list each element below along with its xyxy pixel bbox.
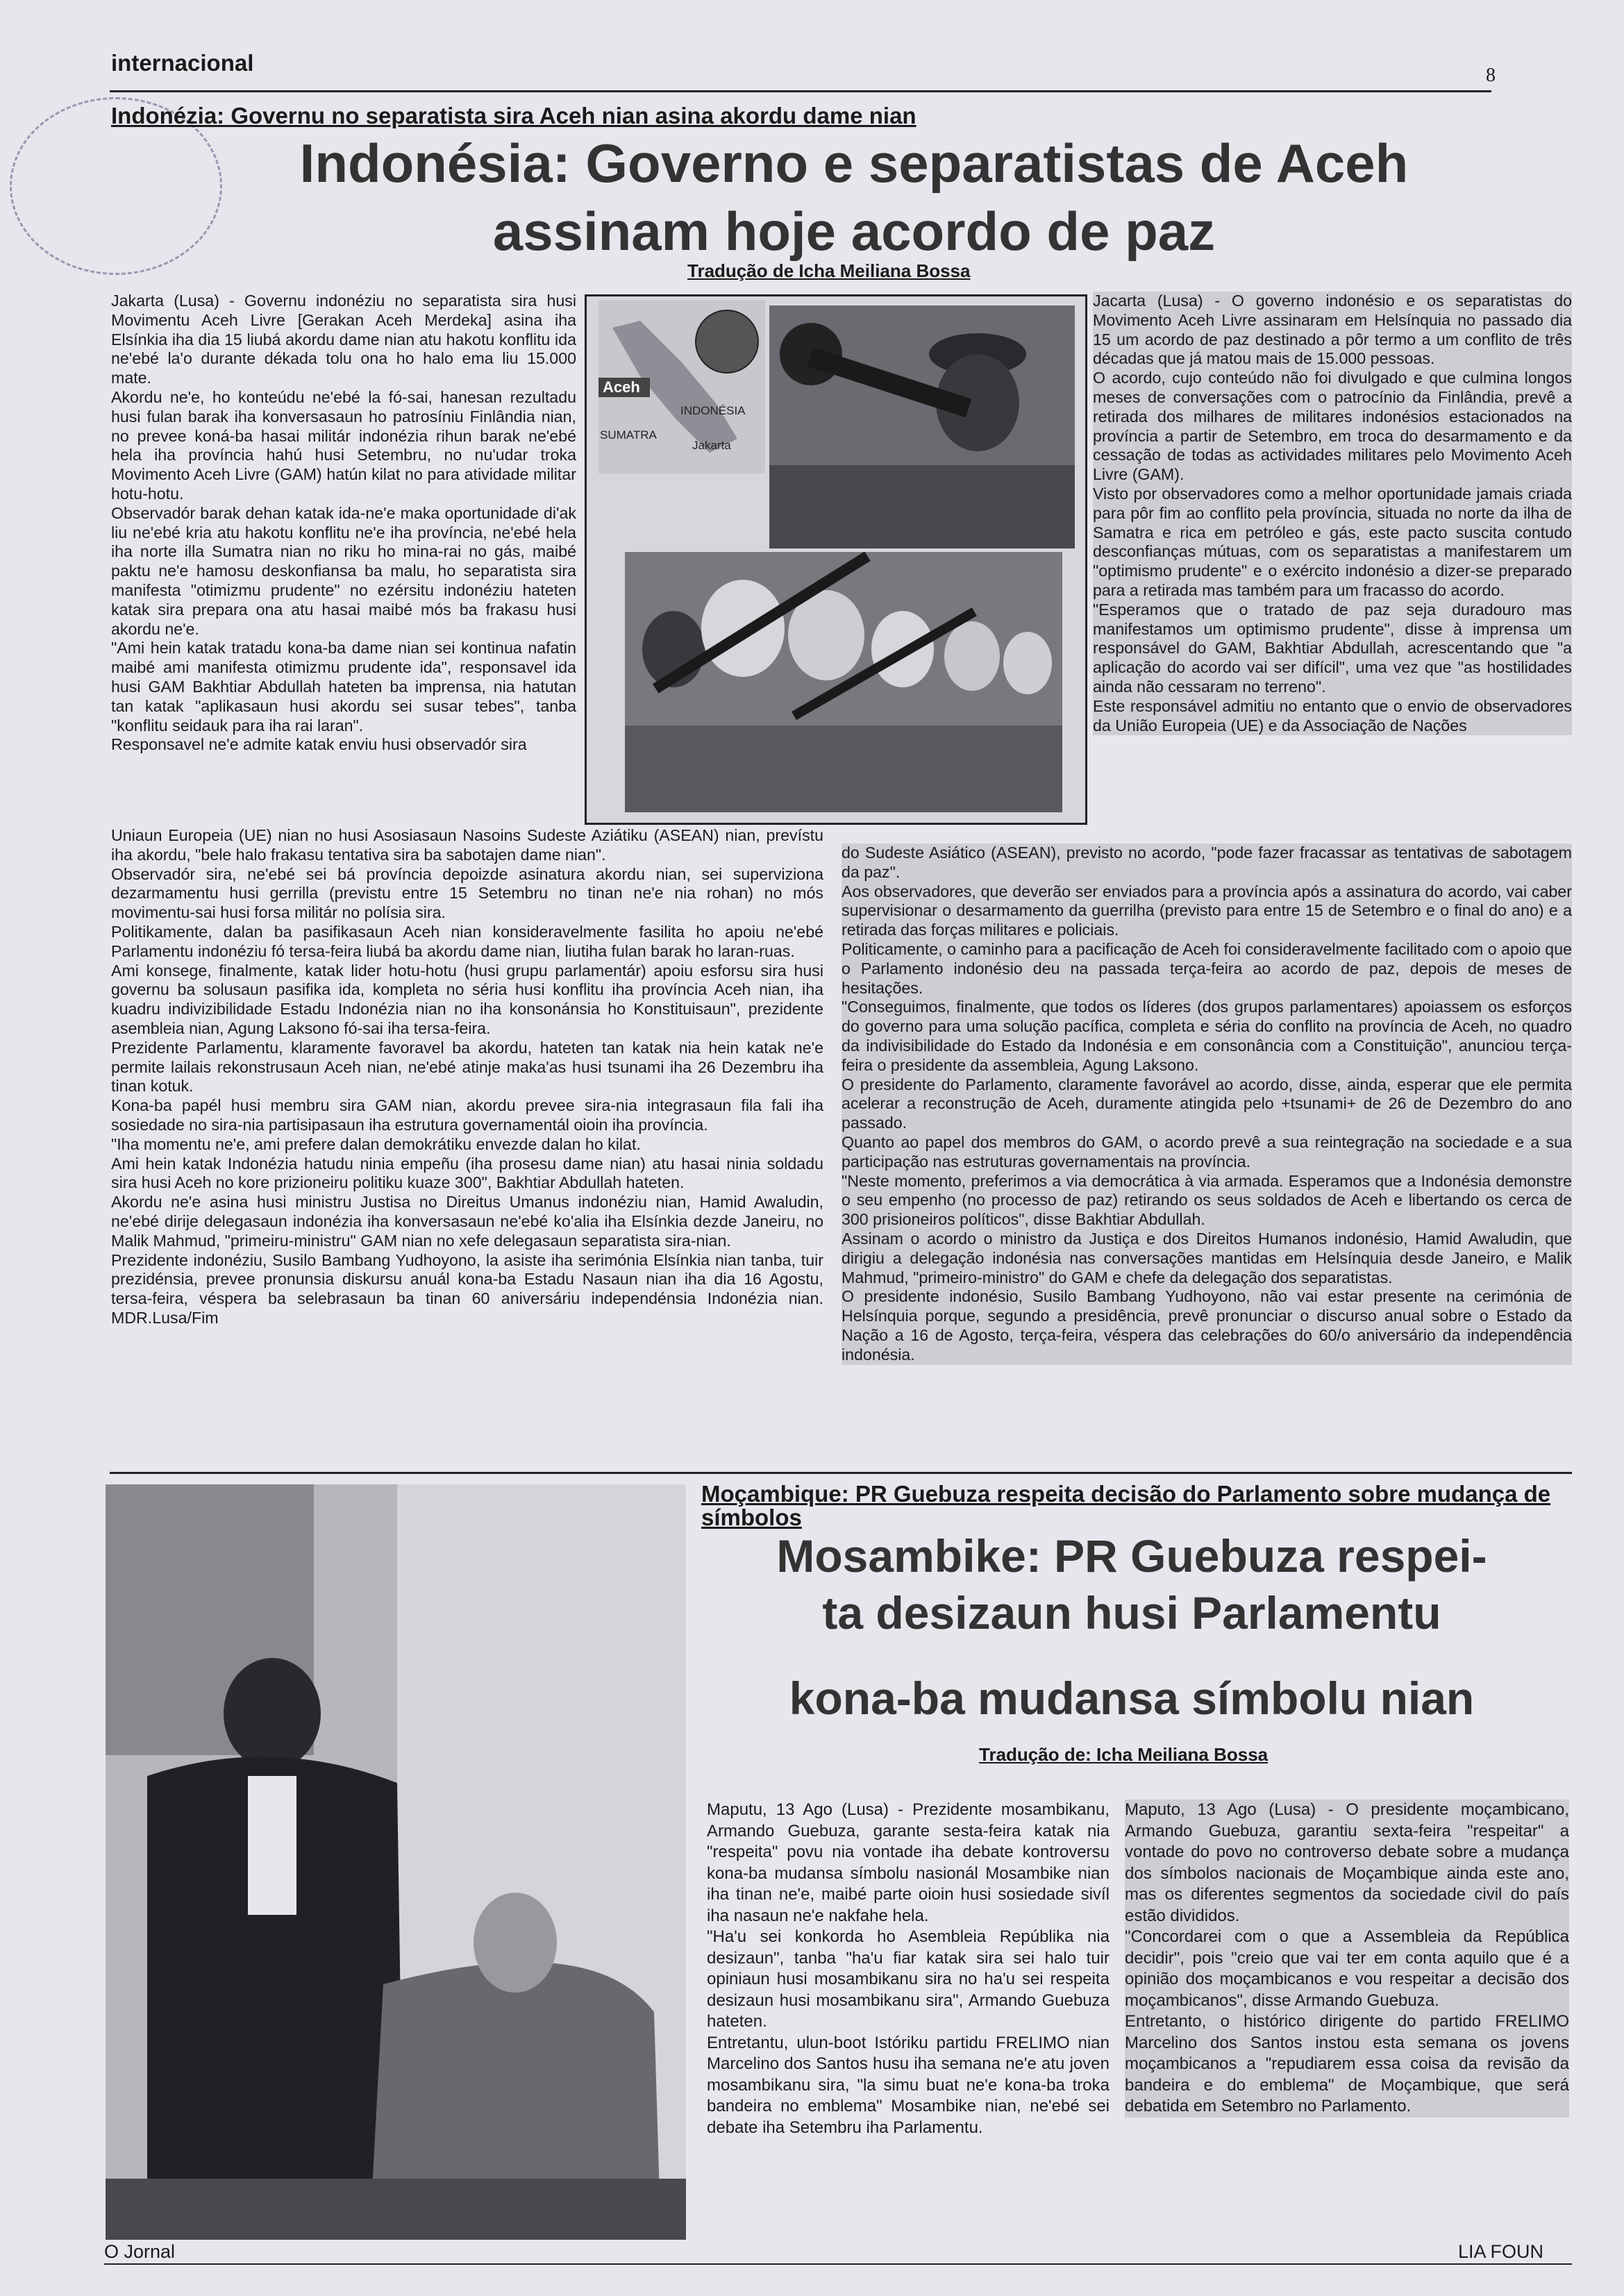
paragraph: Akordu ne'e asina husi ministru Justisa no Direitus Umanus indonéziu nian, Hamid Awaludin, ne'ebé dirije delegasaun indonézia iha konversasaun ne'ebé ko'alia iha Elsínkia dezde Janeiru, no Malik Mahmud, "primeiru-ministru" GAM nian no xefe delegasaun separatista sira-nian. xyxy=(111,1193,823,1250)
article1-portuguese-column xyxy=(1093,292,1572,735)
map-label-jakarta: Jakarta xyxy=(692,439,731,452)
paragraph: O presidente do Parlamento, claramente favorável ao acordo, disse, ainda, esperar que ele permita acelerar a reconstrução de Aceh, duramente atingida pelo +tsunami+ de 26 de Dezembro do ano passado. xyxy=(842,1075,1572,1132)
bottom-rule xyxy=(104,2263,1572,2265)
guebuza-photo xyxy=(106,1484,686,2240)
page-number: 8 xyxy=(1486,65,1496,86)
aceh-map-image xyxy=(598,300,765,474)
paragraph: do Sudeste Asiático (ASEAN), previsto no acordo, "pode fazer fracassar as tentativas de sabotagem da paz". xyxy=(842,844,1572,881)
article1-portuguese-continued xyxy=(842,844,1572,1365)
paragraph: Akordu ne'e, ho konteúdu ne'ebé la fó-sai, hanesan rezultadu husi fulan barak iha konversasaun ho patrosíniu Finlândia nian, no prevee koná-ba hasai militár indonézia rihun barak ne'ebé hela iha província hahú husi Setembru, no nu'udar troka Movimento Aceh Livre (GAM) hatún kilat no para atividade militar hotu-hotu. xyxy=(111,387,576,503)
paragraph: Maputo, 13 Ago (Lusa) - O presidente moçambicano, Armando Guebuza, garantiu sexta-feira "respeitar" a vontade do povo no controverso debate sobre a mudança dos símbolos nacionais de Moçambique ainda este ano, mas os diferentes segmentos da sociedade civil do país estão divididos. xyxy=(1125,1800,1569,1925)
article2-portuguese-column xyxy=(1125,1800,1569,2118)
article2-byline: Tradução de: Icha Meiliana Bossa xyxy=(979,1744,1269,1765)
article2-headline-line2: ta desizaun husi Parlamentu xyxy=(822,1587,1441,1639)
map-label-aceh: Aceh xyxy=(603,378,640,396)
map-label-sumatra: SUMATRA xyxy=(600,428,657,442)
paragraph: "Concordarei com o que a Assembleia da República decidir", pois "creio que vai ter em conta aquilo que é a opinião dos moçambicanos e vou respeitar a decisão dos moçambicanos", disse Armando Guebuza. xyxy=(1125,1927,1569,2010)
paragraph: Entretantu, ulun-boot Istóriku partidu FRELIMO nian Marcelino dos Santos husu iha semana ne'e atu joven mosambikanu sira, "la simu buat ne'e kona-ba troka bandeira no emblema" Mosambike nian, ne'ebé sei debate iha Setembru iha Parlamentu. xyxy=(707,2033,1110,2137)
paragraph: Prezidente indonéziu, Susilo Bambang Yudhoyono, la asiste iha serimónia Elsínkia nian tanba, tuir prezidénsia, prevee pronunsia diskursu anuál kona-ba Estadu Nasaun nian iha dia 16 Agostu, tersa-feira, véspera ba selebrasaun ba tinan 60 aniversáriu independénsia Indonézia nian. MDR.Lusa/Fim xyxy=(111,1250,823,1327)
paragraph: "Conseguimos, finalmente, que todos os líderes (dos grupos parlamentares) apoiassem os esforços do governo para uma solução pacífica, completa e séria do conflito na província de Aceh, no quadro da indivisibilidade do Estado da Indonésia e em consonância com a Constituição", anunciou terça-feira o presidente da assembleia, Agung Laksono. xyxy=(842,998,1572,1074)
paragraph: Prezidente Parlamentu, klaramente favoravel ba akordu, hateten tan katak nia hein katak ne'e permite lailais rekonstrusaun Aceh nian, ne'ebé atinje maka'as husi tsunami iha 26 Dezembru iha tinan kotuk. xyxy=(111,1038,823,1096)
paragraph: O presidente indonésio, Susilo Bambang Yudhoyono, não vai estar presente na cerimónia de Helsínquia porque, segundo a presidência, prevê pronunciar o discurso anual sobre o Estado da Nação a 16 de Agosto, terça-feira, véspera das celebrações do 60/o aniversário da independência indonésia. xyxy=(842,1287,1572,1364)
paragraph: "Iha momentu ne'e, ami prefere dalan demokrátiku envezde dalan ho kilat. xyxy=(111,1134,641,1153)
paragraph: Politicamente, o caminho para a pacificação de Aceh foi consideravelmente facilitado com o apoio que o Parlamento indonésio deu na passada terça-feira ao acordo de paz, depois de meses de hesitações. xyxy=(842,939,1572,997)
paragraph: Ami konsege, finalmente, katak lider hotu-hotu (husi grupu parlamentár) apoiu esforsu sira husi governu ba solusaun pasifika ida, kompleta no séria husi konflitu iha província Aceh nian, iha kuadru indivizibilidade Estadu Indonézia nian no iha konsonánsia ho Konstituisaun", prezidente asembleia nian, Agung Laksono fó-sai iha tersa-feira. xyxy=(111,961,823,1037)
article2-tetum-column xyxy=(707,1800,1110,2138)
map-label-indonesia: INDONÉSIA xyxy=(680,404,746,417)
paragraph: Responsavel ne'e admite katak enviu husi observadór sira xyxy=(111,735,527,754)
article1-tetum-continued xyxy=(111,826,823,1328)
paragraph: "Esperamos que o tratado de paz seja duradouro mas manifestamos um optimismo prudente", disse à imprensa um responsável do GAM, Bakhtiar Abdullah, acrescentando que "a aplicação do acordo vai ser difícil", uma vez que "as hostilidades ainda não cessaram no terreno". xyxy=(1093,600,1572,696)
paragraph: Observadór barak dehan katak ida-ne'e maka oportunidade di'ak liu ne'ebé kria atu hakotu konflitu ne'e iha província, ne'ebé hela iha norte illa Sumatra nian no riku ho mina-rai no gás, maibé paktu ne'e hamosu deskonfiansa ba malu, ho separatista sira manifesta "otimizmu prudente" no ezérsitu indonéziu hateten katak sira prepara ona atu hasai maibé mós ba frakasu husi akordu ne'e. xyxy=(111,503,576,638)
paragraph: Este responsável admitiu no entanto que o envio de observadores da União Europeia (UE) e da Associação de Nações xyxy=(1093,696,1572,735)
paragraph: Kona-ba papél husi membru sira GAM nian, akordu prevee sira-nia integrasaun fila fali iha sosiedade no sira-nia partisipasaun iha estrutura governamentál oioin iha província. xyxy=(111,1096,823,1134)
paragraph: "Ami hein katak tratadu kona-ba dame nian sei kontinua nafatin maibé ami manifesta otimizmu prudente ida", responsavel ida husi GAM Bakhtiar Abdullah hateten ba imprensa, nia hatutan tan katak "aplikasaun husi akordu sei susar tebes", tanba "konflitu seidauk para iha rai laran". xyxy=(111,639,576,735)
article2-headline-line1: Mosambike: PR Guebuza respei- xyxy=(776,1530,1487,1582)
article2-kicker[interactable]: Moçambique: PR Guebuza respeita decisão do Parlamento sobre mudança de símbolos xyxy=(701,1481,1551,1530)
article1-headline: Indonésia: Governo e separatistas de Aceh assinam hoje acordo de paz xyxy=(299,133,1409,262)
paragraph: Assinam o acordo o ministro da Justiça e dos Direitos Humanos indonésio, Hamid Awaludin, que dirigiu a delegação indonésia nas conversações mantidas em Helsínquia desde Janeiro, e Malik Mahmud, "primeiro-ministro" do GAM e chefe da delegação dos separatistas. xyxy=(842,1229,1572,1287)
paragraph: Uniaun Europeia (UE) nian no husi Asosiasaun Nasoins Sudeste Aziátiku (ASEAN) nian, prevístu iha akordu, "bele halo frakasu tentativa sira ba sabotajen dame nian". xyxy=(111,826,823,864)
paragraph: Observadór sira, ne'ebé sei bá província depoizde asinatura akordu nian, sei superviziona dezarmamentu husi gerrilla (previstu entre 15 Setembru no tinan ne'e nia rohan) no mós movimentu-sai husi forsa militár no polísia sira. xyxy=(111,864,823,922)
section-divider xyxy=(110,1472,1572,1474)
paragraph: Politikamente, dalan ba pasifikasaun Aceh nian konsideravelmente fasilita ho apoiu ne'ebé Parlamentu indonéziu fó tersa-feira liubá ba akordu dame nian, liutiha fulan barak ho laran-ruas. xyxy=(111,922,823,960)
paragraph: Aos observadores, que deverão ser enviados para a província após a assinatura do acordo, vai caber supervisionar o desarmamento da guerrilha (previsto para entre 15 de Setembro e o final do ano) e a retirada das forças militares e policiais. xyxy=(842,882,1572,939)
soldier-photo xyxy=(769,305,1075,548)
paragraph: Quanto ao papel dos membros do GAM, o acordo prevê a sua reintegração na sociedade e a sua participação nas estruturas governamentais na província. xyxy=(842,1132,1572,1171)
footer-section: LIA FOUN xyxy=(1458,2241,1544,2262)
footer-publication: O Jornal xyxy=(104,2241,176,2262)
paragraph: Jakarta (Lusa) - Governu indonéziu no separatista sira husi Movimentu Aceh Livre [Gerakan Aceh Merdeka] asina iha Elsínkia iha dia 15 liubá akordu dame nian atu hakotu konflitu ida ne'ebé la'o durante dékada tolu ona ho halo ema liu 15.000 mate. xyxy=(111,292,576,387)
article1-kicker[interactable]: Indonézia: Governu no separatista sira Aceh nian asina akordu dame nian xyxy=(111,103,916,128)
paragraph: O acordo, cujo conteúdo não foi divulgado e que culmina longos meses de conversações com o patrocínio da Finlândia, prevê a retirada dos milhares de militares indonésios estacionados na província a partir de Setembro, em troca do desarmamento e da cessação de todas as actividades militares pelo Movimento Aceh Livre (GAM). xyxy=(1093,369,1572,484)
article1-tetum-column xyxy=(111,292,576,755)
top-rule xyxy=(110,90,1491,92)
paragraph: Jacarta (Lusa) - O governo indonésio e os separatistas do Movimento Aceh Livre assinaram em Helsínquia no passado dia 15 um acordo de paz destinado a pôr termo a um conflito de três décadas que já matou mais de 15.000 pessoas. xyxy=(1093,292,1572,368)
paragraph: Maputu, 13 Ago (Lusa) - Prezidente mosambikanu, Armando Guebuza, garante sesta-feira katak nia "respeita" povu nia vontade iha debate kontroversu kona-ba mudansa símbolu nasionál Mosambike nian iha tinan ne'e, maibé parte oioin husi sosiedade sivíl iha nasaun ne'e nakfahe hela. xyxy=(707,1800,1110,1925)
paragraph: "Neste momento, preferimos a via democrática à via armada. Esperamos que a Indonésia demonstre o seu empenho (no processo de paz) retirando os seus soldados de Aceh e libertando os cerca de 300 prisioneiros políticos", disse Bakhtiar Abdullah. xyxy=(842,1171,1572,1229)
paragraph: "Ha'u sei konkorda ho Asembleia Repúblika nia desizaun", tanba "ha'u fiar katak sira sei halo tuir opiniaun husi mosambikanu sira no ha'u sei respeita desizaun husi mosambikanu sira", Armando Guebuza hateten. xyxy=(707,1927,1110,2031)
paragraph: Entretanto, o histórico dirigente do partido FRELIMO Marcelino dos Santos instou esta semana os jovens moçambicanos a "repudiarem essa coisa da revisão da bandeira e do emblema" de Moçambique, que será debatida em Setembro no Parlamento. xyxy=(1125,2012,1569,2115)
paragraph: Ami hein katak Indonézia hatudu ninia empeñu (iha prosesu dame nian) atu hasai ninia soldadu sira husi Aceh no kore prizioneiru politiku kuaze 300", Bakhtiar Abdullah hateten. xyxy=(111,1154,823,1192)
article2-headline-line3: kona-ba mudansa símbolu nian xyxy=(789,1673,1475,1724)
article1-byline: Tradução de Icha Meiliana Bossa xyxy=(687,260,971,281)
paragraph: Visto por observadores como a melhor oportunidade jamais criada para pôr fim ao conflito pela província, situada no norte da ilha de Samatra e rica em petróleo e gás, este pacto suscita contudo desconfianças mútuas, com os separatistas a manifestarem um "optimismo prudente" e o exército indonésio a dizer-se preparado para a retirada mas também para um fracasso do acordo. xyxy=(1093,484,1572,599)
rebels-photo xyxy=(625,552,1062,812)
section-label: internacional xyxy=(111,50,254,76)
article2-headline xyxy=(694,1527,1569,1641)
